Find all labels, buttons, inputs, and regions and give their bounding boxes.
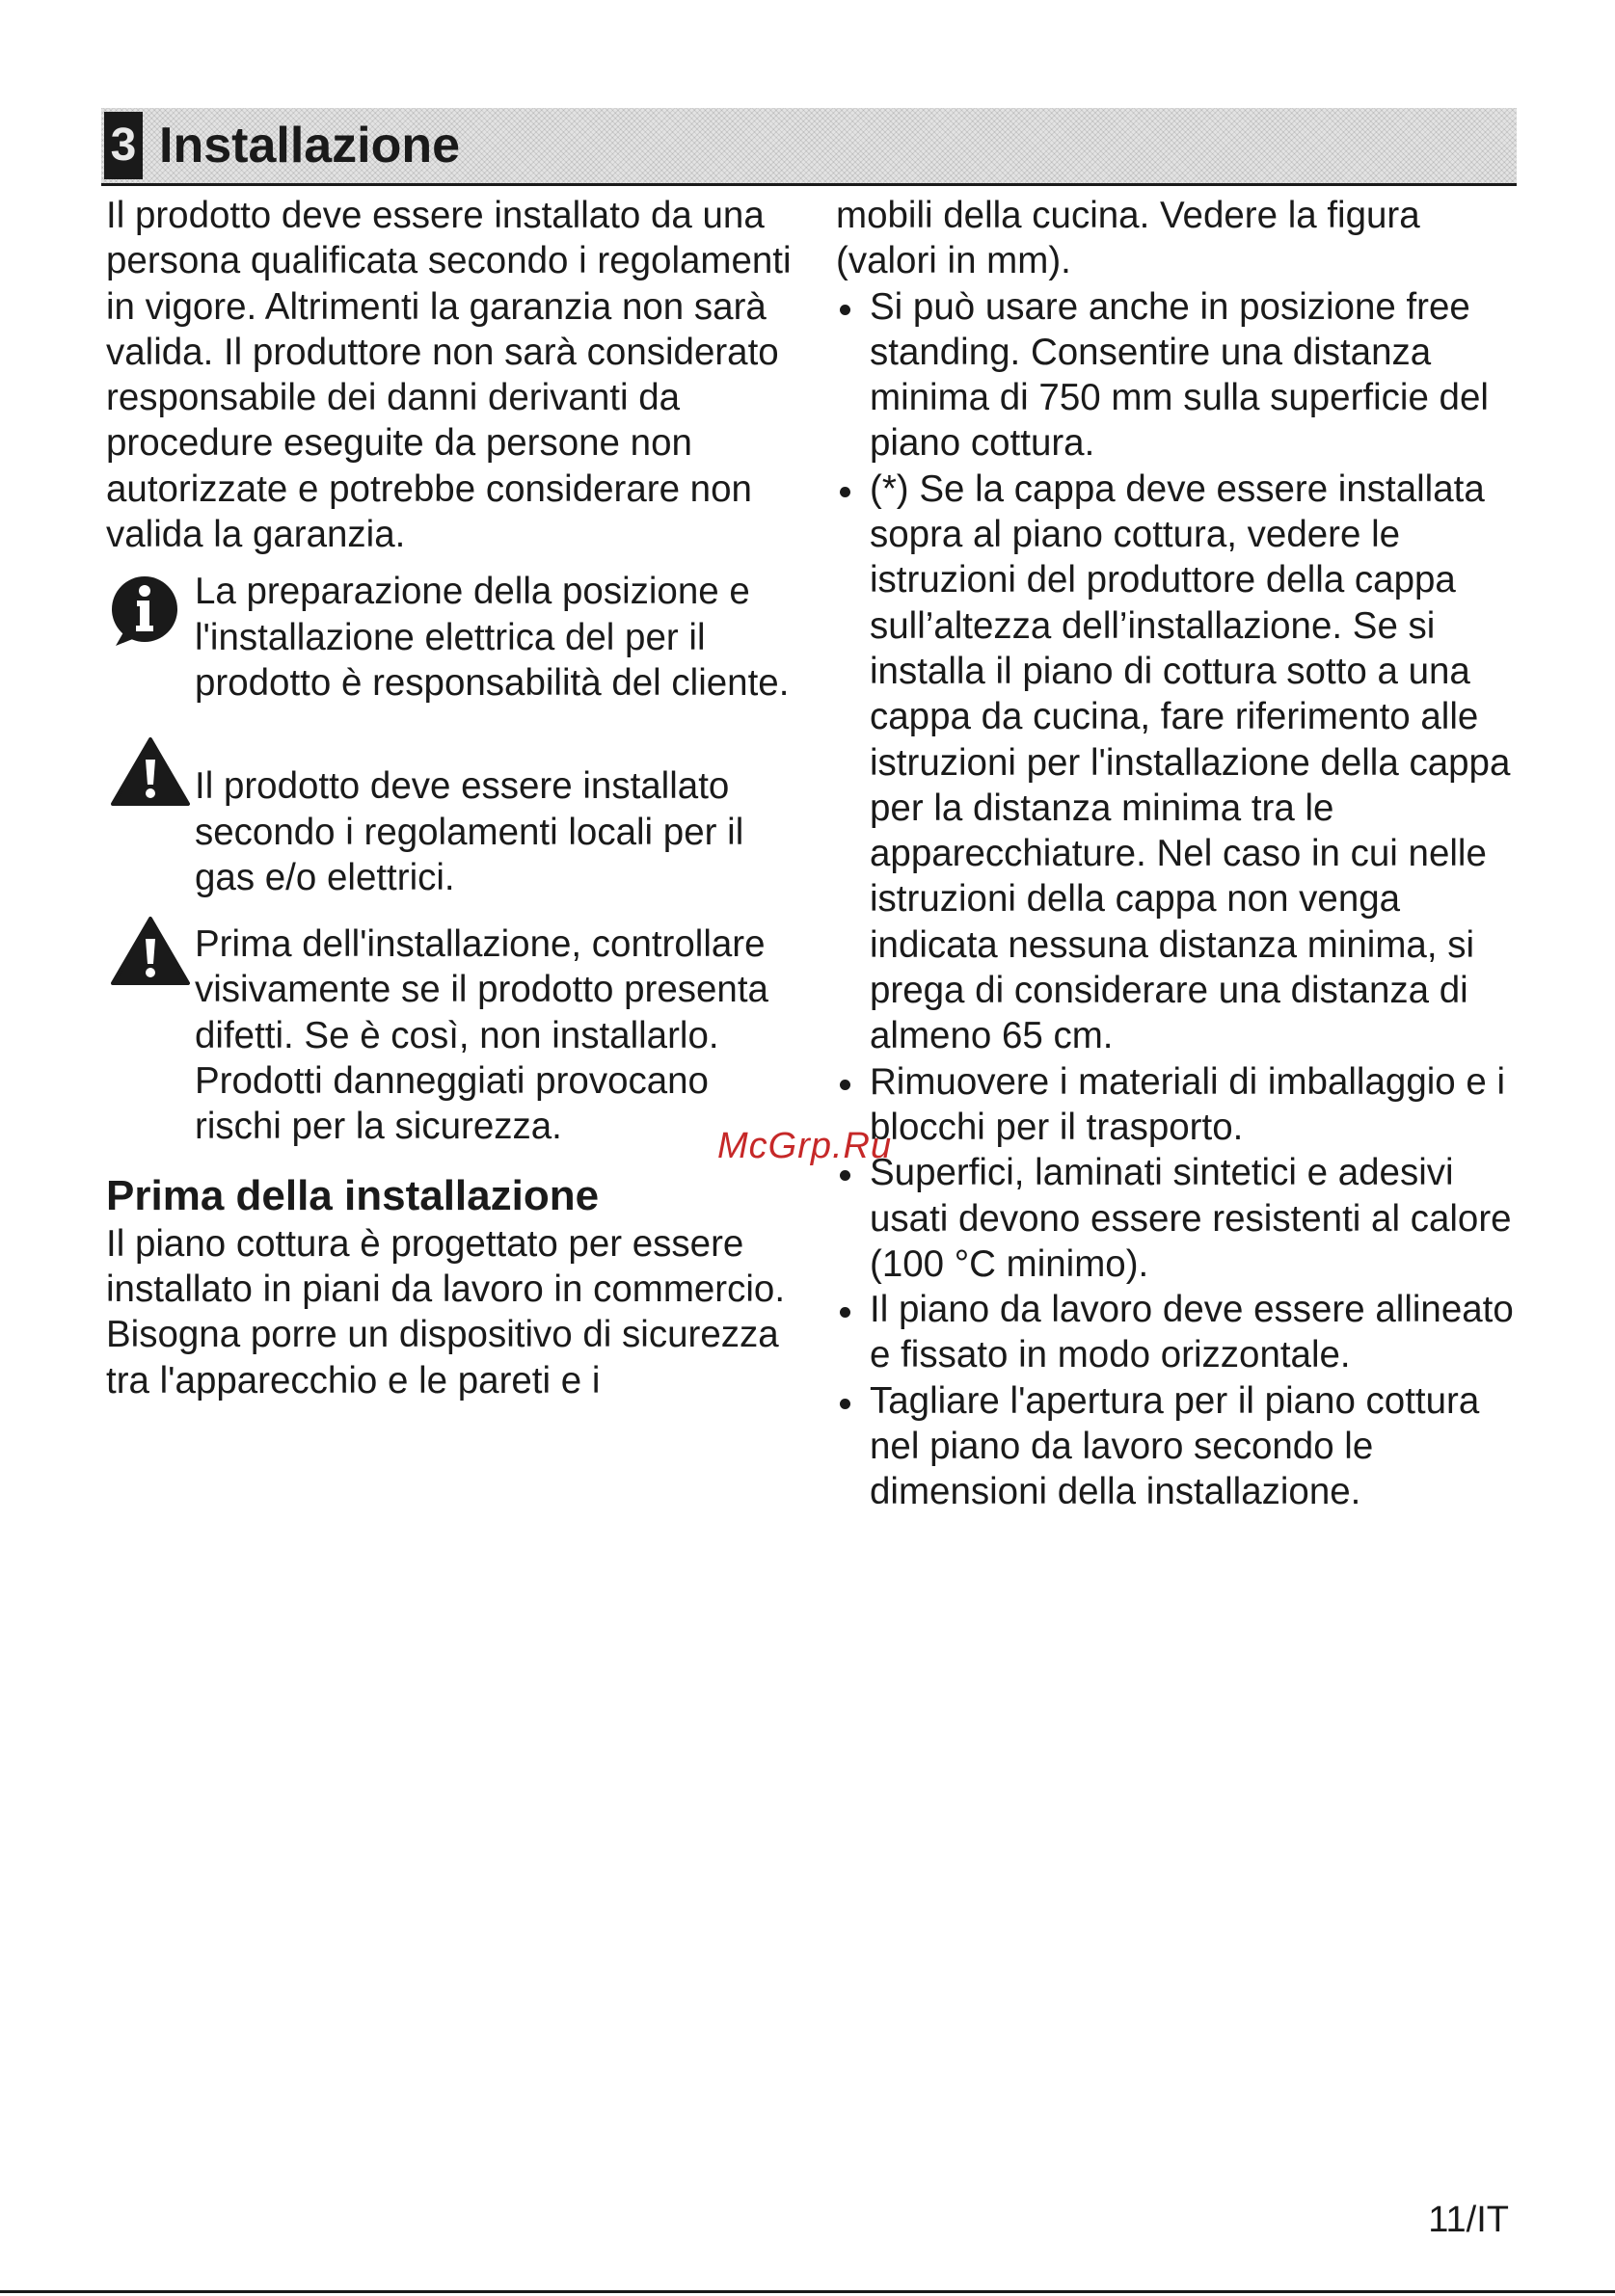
warning-note-regulations	[106, 763, 805, 900]
section-heading: Prima della installazione	[106, 1171, 600, 1219]
left-column	[106, 193, 805, 1403]
chapter-number: 3	[104, 112, 143, 179]
info-note-text: La preparazione della posizione e l'installazione elettrica del per il prodotto è responsabilità del cliente.	[195, 571, 790, 704]
list-item: Il piano da lavoro deve essere allineato e fissato in modo orizzontale.	[836, 1287, 1521, 1378]
intro-paragraph: Il prodotto deve essere installato da una persona qualificata secondo i regolamenti in vigore. Altrimenti la garanzia non sarà valida. Il produttore non sarà considerato responsabile dei danni derivanti da procedure eseguite da persone non autorizzate e potrebbe considerare non valida la garanzia.	[106, 195, 792, 556]
requirements-list	[836, 284, 1521, 1515]
before-install-paragraph: Il piano cottura è progettato per essere installato in piani da lavoro in commercio. Bisogna porre un dispositivo di sicurezza tra l'apparecchio e le pareti e i	[106, 1222, 786, 1402]
continuation-paragraph: mobili della cucina. Vedere la figura (valori in mm).	[836, 195, 1420, 282]
list-item: Superfici, laminati sintetici e adesivi usati devono essere resistenti al calore (100 °C minimo).	[836, 1150, 1521, 1287]
right-column	[836, 193, 1521, 1515]
warning-note-text: Prima dell'installazione, controllare visivamente se il prodotto presenta difetti. Se è così, non installarlo.	[195, 923, 768, 1056]
list-item: (*) Se la cappa deve essere installata sopra al piano cottura, vedere le istruzioni del produttore della cappa sull’altezza dell’installazione. Se si installa il piano di cottura sotto a una cappa da cucina, fare riferimento alle istruzioni per l'installazione della cappa per la distanza minima tra le apparecchiature. Nel caso in cui nelle istruzioni della cappa non venga indicata nessuna distanza minima, si prega di considerare una distanza di almeno 65 cm.	[836, 467, 1521, 1059]
warning-note-defects	[106, 921, 805, 1149]
list-item: Si può usare anche in posizione free standing. Consentire una distanza minima di 750 mm sulla superficie del piano cottura.	[836, 284, 1521, 467]
chapter-header	[101, 108, 1517, 186]
warning-icon	[110, 916, 191, 998]
warning-icon	[110, 736, 191, 818]
list-item: Tagliare l'apertura per il piano cottura nel piano da lavoro secondo le dimensioni della installazione.	[836, 1378, 1521, 1515]
warning-note-text-2: Prodotti danneggiati provocano rischi per la sicurezza.	[195, 1060, 709, 1148]
watermark: McGrp.Ru	[717, 1126, 893, 1166]
warning-note-text: Il prodotto deve essere installato secondo i regolamenti locali per il gas e/o elettrici.	[195, 765, 744, 898]
list-item: Rimuovere i materiali di imballaggio e i blocchi per il trasporto.	[836, 1059, 1521, 1151]
info-icon	[110, 574, 179, 658]
bottom-rule	[0, 2290, 1615, 2293]
page-number: 11/IT	[1428, 2200, 1509, 2240]
info-note	[106, 569, 805, 706]
chapter-title: Installazione	[159, 118, 461, 174]
